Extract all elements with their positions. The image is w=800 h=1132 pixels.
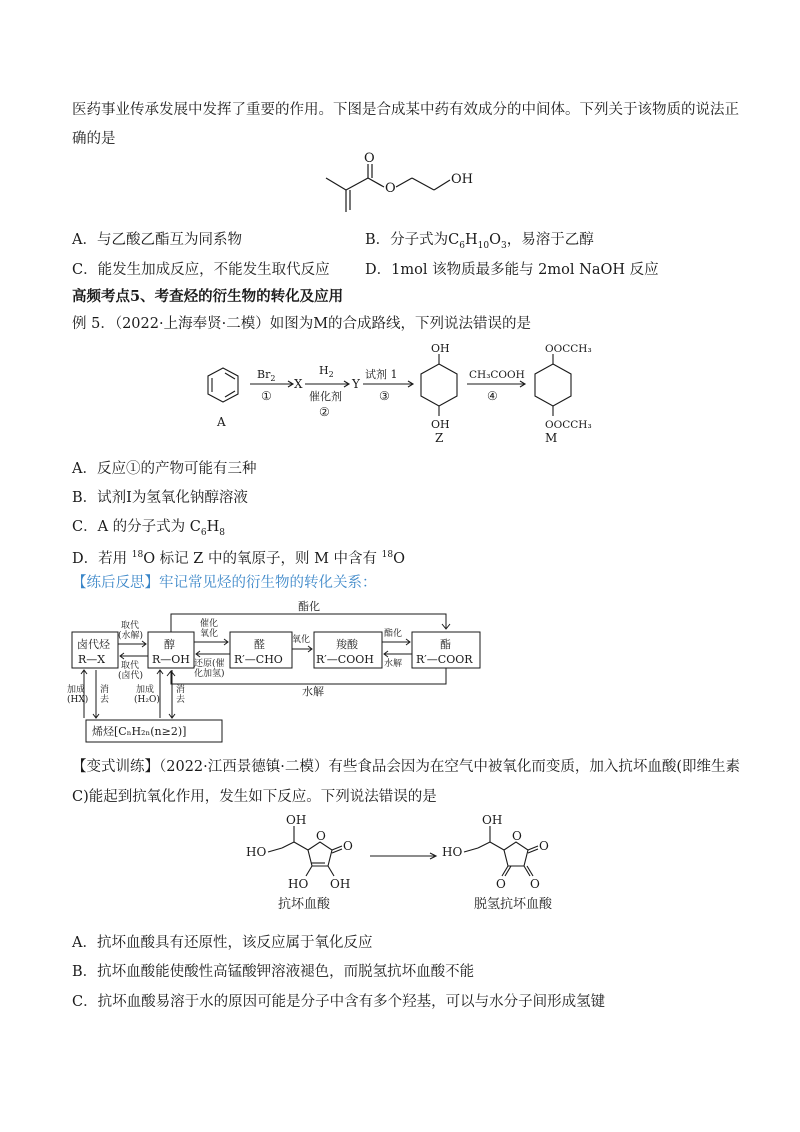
box-ester-name: 酯 [440, 638, 451, 651]
box-alcohol-formula: R—OH [152, 653, 190, 666]
label-sub-halo-2: (卤代) [118, 671, 144, 681]
label-x: X [294, 377, 303, 391]
box-alcohol-name: 醇 [164, 638, 175, 651]
q4-option-d: D．1mol 该物质最多能与 2mol NaOH 反应 [365, 262, 659, 278]
box-haloalkane-name: 卤代烃 [77, 638, 110, 651]
label-add-h2o-2: (H₂O) [134, 695, 160, 705]
label-add-hx-2: (HX) [67, 695, 89, 705]
q4-molecule-structure [316, 150, 496, 220]
variant-option-c: C．抗坏血酸易溶于水的原因可能是分子中含有多个羟基，可以与水分子间形成氢键 [72, 994, 606, 1010]
reagent-h2: $H_2$ [319, 364, 334, 379]
variant-stem-line1: 【变式训练】（2022·江西景德镇·二模）有些食品会因为在空气中被氧化而变质，加入抗坏血酸(即维生素 [72, 759, 741, 775]
label-a: A [217, 415, 226, 429]
reagent-br2: $Br_2$ [257, 368, 276, 383]
label-esterify-top: 酯化 [298, 600, 320, 613]
variant-stem-line2: C)能起到抗氧化作用，发生如下反应。下列说法错误的是 [72, 789, 437, 805]
r-carbonyl-o: O [539, 839, 549, 853]
box-haloalkane-formula: R—X [78, 653, 106, 666]
ex5-option-a: A．反应①的产物可能有三种 [72, 461, 257, 477]
label-hydrolysis-bottom: 水解 [302, 685, 324, 698]
variant-option-a: A．抗坏血酸具有还原性，该反应属于氧化反应 [72, 935, 373, 951]
ex5-stem: 例 5．（2022·上海奉贤·二模）如图为M的合成路线，下列说法错误的是 [72, 316, 532, 332]
reflection-title: 【练后反思】牢记常见烃的衍生物的转化关系： [72, 575, 377, 591]
label-reduce-2: 化加氢) [194, 669, 225, 679]
r-o-bottom-1: O [496, 877, 506, 891]
step-4: ④ [487, 389, 498, 403]
ex5-option-c: C．A 的分子式为 $C_6H_8$ [72, 519, 226, 538]
q4-option-c: C．能发生加成反应，不能发生取代反应 [72, 262, 330, 278]
label-m: M [545, 431, 558, 445]
step-3: ③ [379, 389, 390, 403]
section-5-heading: 高频考点5、考查烃的衍生物的转化及应用 [72, 288, 344, 305]
ex5-synthesis-scheme [195, 338, 615, 448]
q4-carbonyl-o-label: O [364, 151, 375, 166]
l-ho-left: HO [246, 845, 267, 859]
r-ho-left: HO [442, 845, 463, 859]
label-y: Y [352, 377, 360, 391]
ascorbic-acid-name: 抗坏血酸 [278, 897, 331, 912]
box-acid-name: 羧酸 [336, 638, 358, 651]
r-ring-o: O [512, 829, 522, 843]
z-top-oh: OH [431, 342, 450, 355]
r-oh-top: OH [482, 813, 503, 827]
label-add-h2o-1: 加成 [136, 685, 155, 695]
label-sub-hydrolysis-1: 取代 [121, 621, 140, 631]
ascorbic-acid-reaction [238, 812, 598, 917]
label-elim2-2: 去 [176, 695, 186, 705]
label-esterify2: 酯化 [384, 629, 403, 639]
r-o-bottom-2: O [530, 877, 540, 891]
label-reduce-1: 还原(催 [194, 659, 225, 669]
label-cat-ox-2: 氧化 [200, 629, 219, 639]
label-elim1-1: 消 [100, 685, 110, 695]
m-bottom-group: OOCCH₃ [545, 419, 592, 431]
l-oh-bottom: OH [330, 877, 351, 891]
q4-stem-line1: 医药事业传承发展中发挥了重要的作用。下图是合成某中药有效成分的中间体。下列关于该物质的说法正 [72, 102, 739, 118]
reagent-catalyst: 催化剂 [309, 390, 342, 403]
label-add-hx-1: 加成 [67, 685, 86, 695]
l-ho-bottom: HO [288, 877, 309, 891]
l-oh-top: OH [286, 813, 307, 827]
label-elim1-2: 去 [100, 695, 110, 705]
q4-oh-label: OH [451, 172, 473, 187]
ex5-option-d: D．若用 $^{18}$O 标记 Z 中的氧原子，则 M 中含有 $^{18}$O [72, 550, 405, 567]
label-oxidize: 氧化 [292, 635, 311, 645]
m-top-group: OOCCH₃ [545, 343, 592, 355]
label-sub-halo-1: 取代 [121, 661, 140, 671]
q4-ester-o-label: O [385, 181, 396, 196]
label-sub-hydrolysis-2: (水解) [118, 631, 144, 641]
z-bottom-oh: OH [431, 418, 450, 431]
q4-option-b: B．分子式为$C_6H_{10}O_3$，易溶于乙醇 [365, 232, 594, 251]
derivative-conversion-diagram [67, 596, 490, 748]
label-elim2-1: 消 [176, 685, 186, 695]
ex5-option-b: B．试剂Ⅰ为氢氧化钠醇溶液 [72, 490, 248, 506]
box-aldehyde-name: 醛 [254, 638, 265, 651]
box-alkene: 烯烃[CₙH₂ₙ(n≥2)] [92, 725, 187, 738]
box-acid-formula: R′—COOH [316, 653, 374, 666]
reagent-acetic-acid: CH₃COOH [469, 369, 525, 381]
q4-option-a: A．与乙酸乙酯互为同系物 [72, 232, 242, 248]
l-carbonyl-o: O [343, 839, 353, 853]
box-ester-formula: R′—COOR [416, 653, 473, 666]
step-1: ① [261, 389, 272, 403]
box-aldehyde-formula: R′—CHO [234, 653, 283, 666]
label-cat-ox-1: 催化 [200, 619, 219, 629]
dehydroascorbic-acid-name: 脱氢抗坏血酸 [474, 897, 553, 912]
q4-stem-line2: 确的是 [72, 131, 116, 147]
step-2: ② [319, 405, 330, 419]
l-ring-o: O [316, 829, 326, 843]
reagent-1: 试剂 1 [365, 368, 398, 381]
label-hydrolysis2: 水解 [384, 659, 403, 669]
label-z: Z [435, 431, 444, 445]
variant-option-b: B．抗坏血酸能使酸性高锰酸钾溶液褪色，而脱氢抗坏血酸不能 [72, 964, 475, 980]
